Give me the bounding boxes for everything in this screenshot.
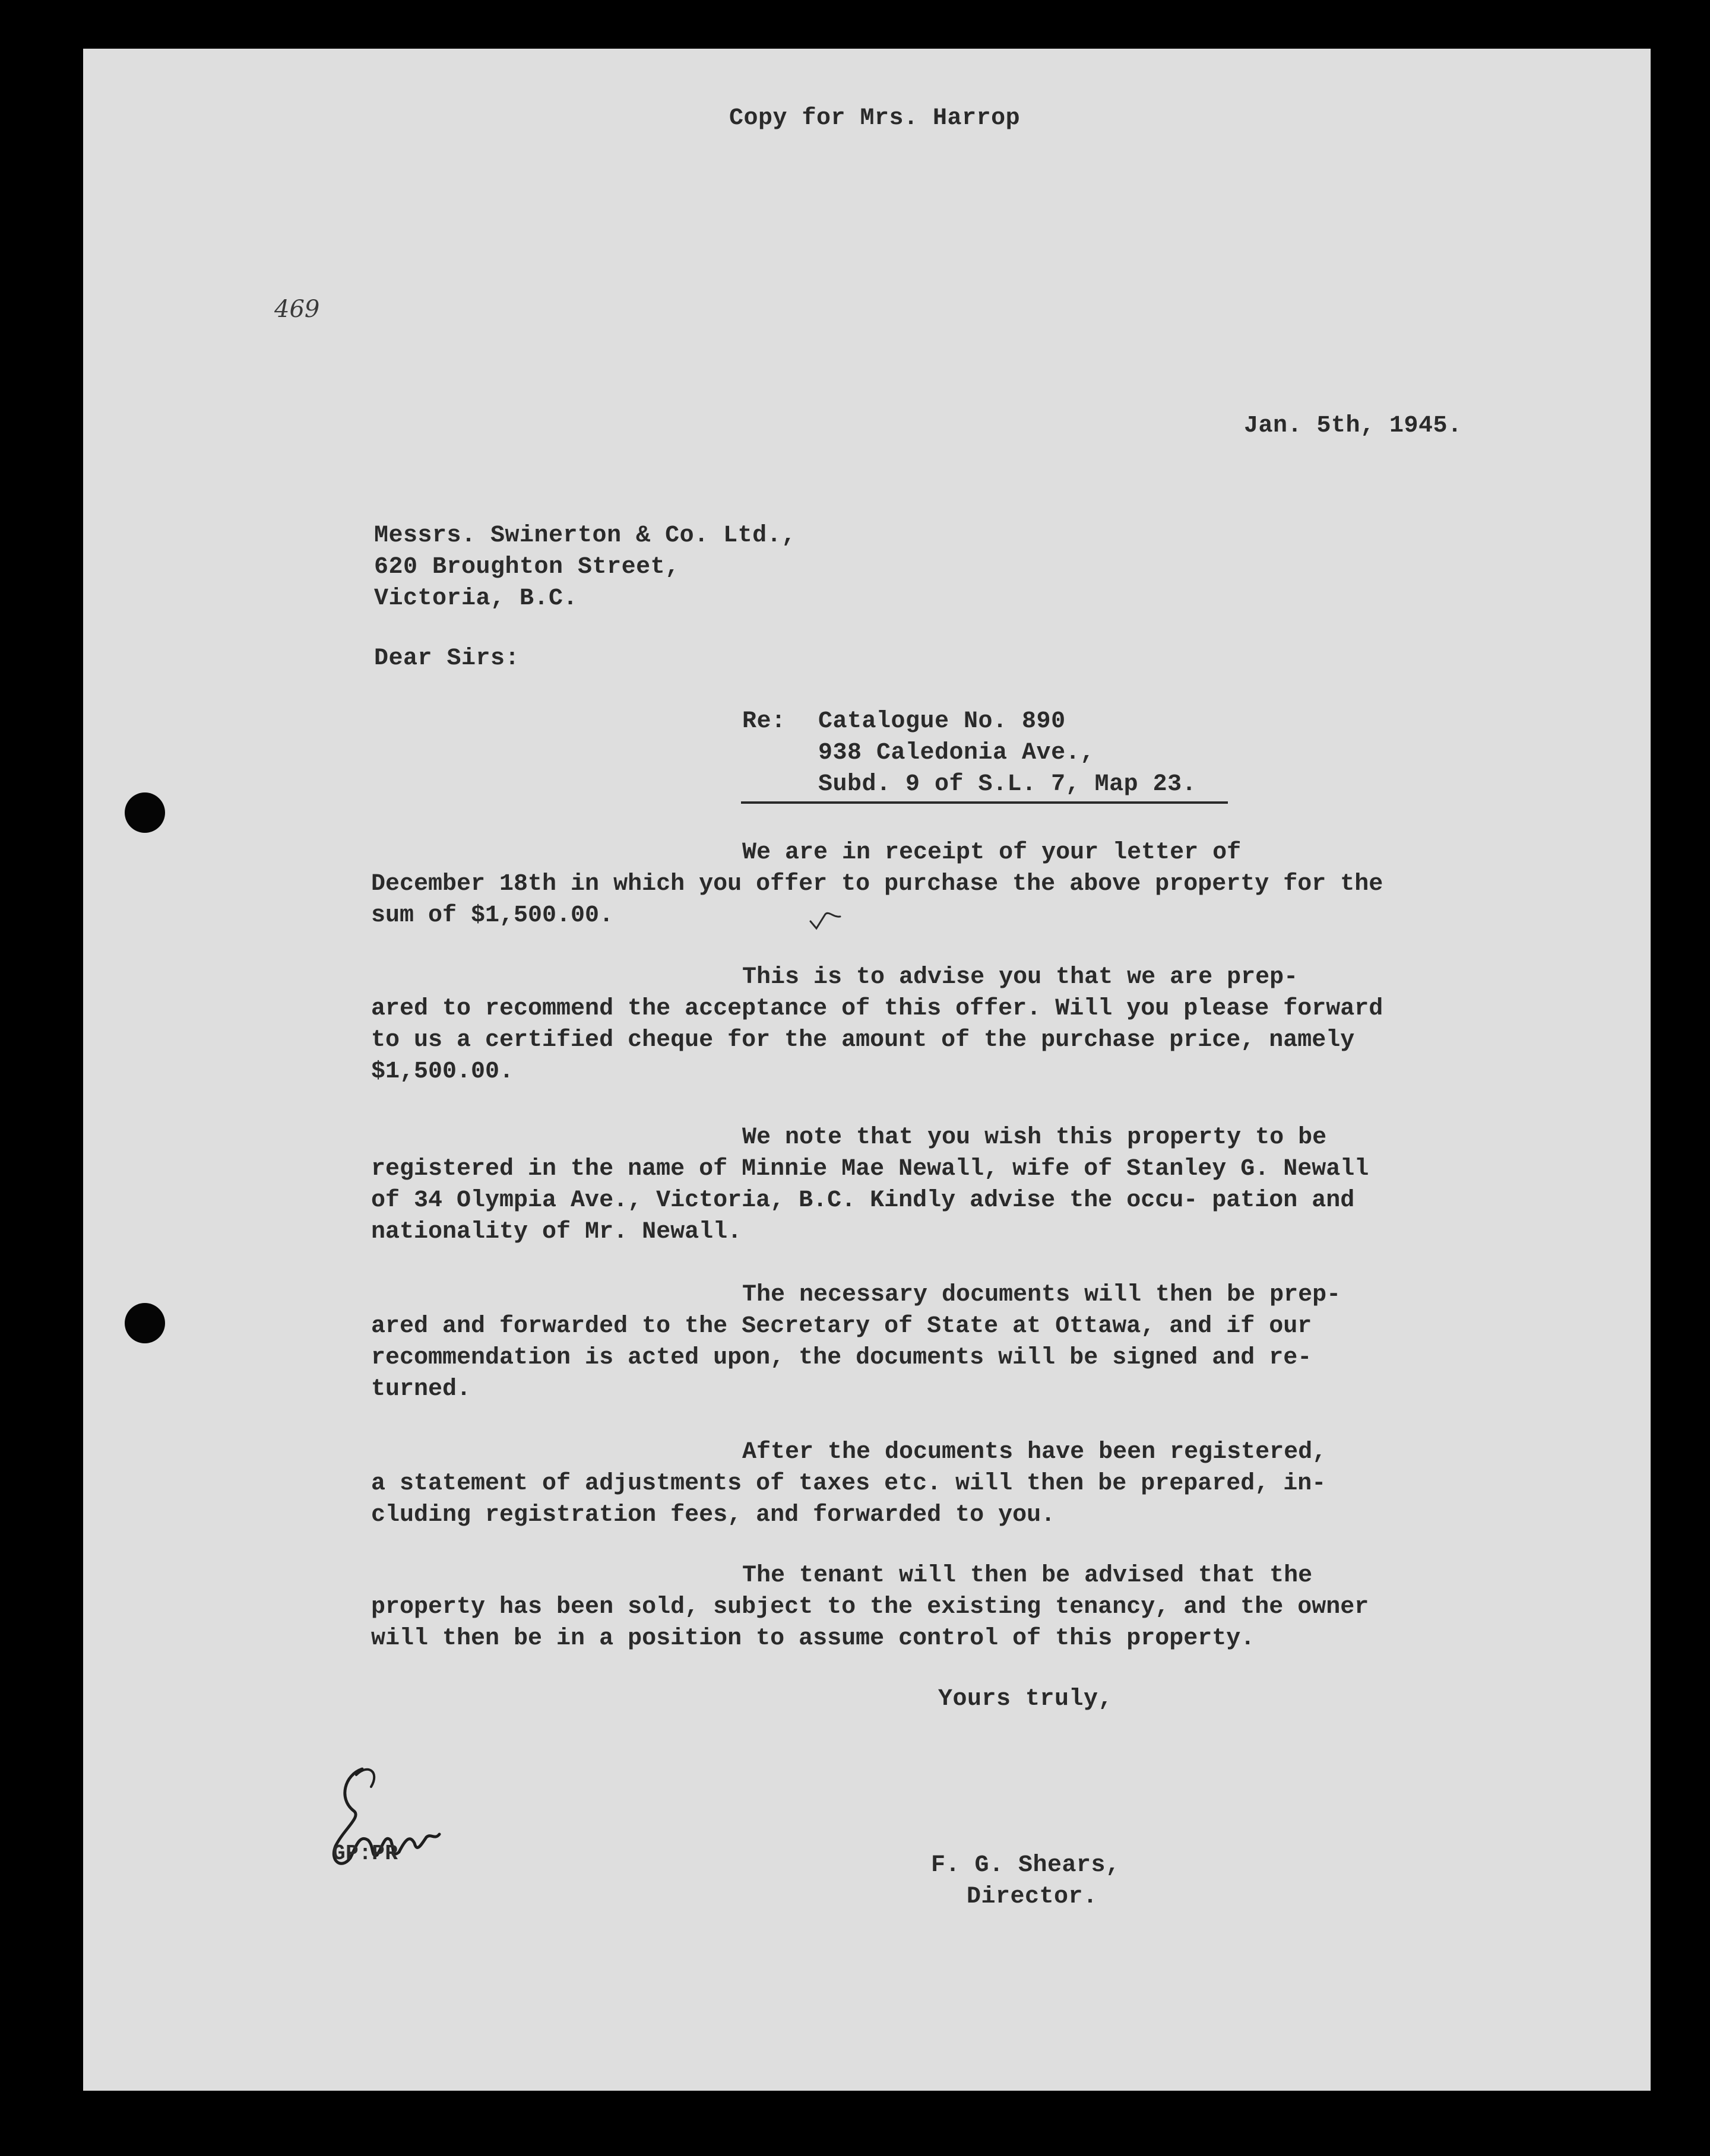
body-paragraph-1 — [371, 837, 1404, 931]
body-paragraph-3-first-line: We note that you wish this property to be — [742, 1124, 1327, 1151]
reference-line-3: Subd. 9 of S.L. 7, Map 23. — [818, 771, 1197, 798]
body-paragraph-2-text: ared to recommend the acceptance of this offer. Will you please forward to us a certified cheque for the amount of the purchase price, namely $1,500.00. — [371, 995, 1383, 1085]
body-paragraph-3-text: registered in the name of Minnie Mae Newall, wife of Stanley G. Newall of 34 Olympia Ave., Victoria, B.C. Kindly advise the occu- pation and nationality of Mr. Newall. — [371, 1156, 1369, 1245]
check-mark-icon — [808, 909, 843, 933]
reference-label: Re: — [742, 708, 786, 735]
reference-underline — [741, 801, 1228, 804]
reference-line-1: Catalogue No. 890 — [818, 708, 1066, 735]
body-paragraph-2-first-line: This is to advise you that we are prep- — [742, 964, 1299, 991]
reference-line-2: 938 Caledonia Ave., — [818, 740, 1095, 766]
body-paragraph-2 — [371, 962, 1404, 1087]
recipient-line-1: Messrs. Swinerton & Co. Ltd., — [374, 522, 796, 549]
recipient-line-2: 620 Broughton Street, — [374, 554, 680, 581]
punch-hole-top — [125, 792, 165, 833]
salutation: Dear Sirs: — [374, 645, 520, 672]
body-paragraph-4 — [371, 1279, 1404, 1405]
body-paragraph-6 — [371, 1560, 1404, 1654]
body-paragraph-1-first-line: We are in receipt of your letter of — [742, 839, 1242, 866]
recipient-line-3: Victoria, B.C. — [374, 585, 578, 612]
body-paragraph-3 — [371, 1122, 1404, 1248]
punch-hole-bottom — [125, 1303, 165, 1343]
signatory-name: F. G. Shears, — [931, 1852, 1120, 1879]
closing: Yours truly, — [938, 1686, 1113, 1713]
body-paragraph-5 — [371, 1437, 1404, 1531]
body-paragraph-5-text: a statement of adjustments of taxes etc. will then be prepared, in- cluding registration fees, and forwarded to you. — [371, 1470, 1326, 1529]
body-paragraph-5-first-line: After the documents have been registered, — [742, 1439, 1327, 1466]
body-paragraph-4-text: ared and forwarded to the Secretary of State at Ottawa, and if our recommendation is acted upon, the documents will be signed and re- turned. — [371, 1313, 1312, 1403]
letter-date: Jan. 5th, 1945. — [1244, 413, 1462, 439]
body-paragraph-6-first-line: The tenant will then be advised that the — [742, 1562, 1313, 1589]
body-paragraph-1-text: December 18th in which you offer to purchase the above property for the sum of $1,500.00. — [371, 871, 1383, 929]
typist-initials: GP:PR — [332, 1841, 398, 1866]
signatory-title: Director. — [967, 1884, 1098, 1910]
body-paragraph-4-first-line: The necessary documents will then be prep- — [742, 1282, 1341, 1308]
file-number: 469 — [274, 296, 320, 323]
copy-note: Copy for Mrs. Harrop — [729, 105, 1021, 132]
body-paragraph-6-text: property has been sold, subject to the existing tenancy, and the owner will then be in a position to assume control of this property. — [371, 1594, 1369, 1652]
